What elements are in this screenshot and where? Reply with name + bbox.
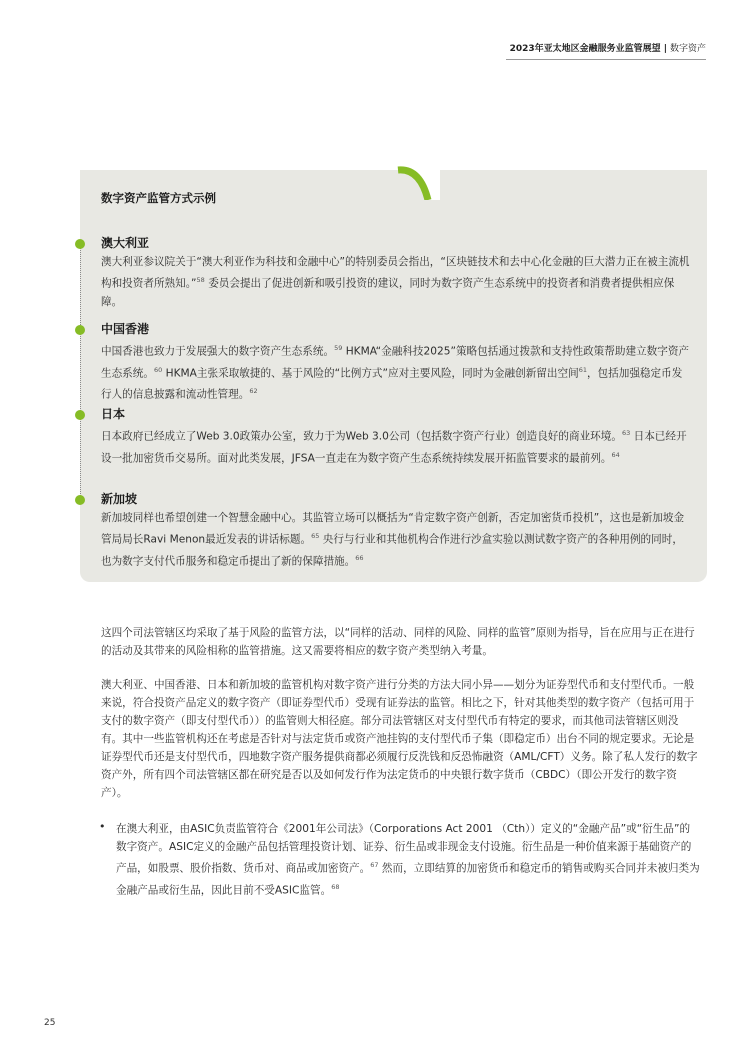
timeline-dotted-line bbox=[80, 415, 84, 500]
timeline-dotted-line bbox=[80, 330, 84, 415]
header-separator: | bbox=[663, 44, 667, 54]
section-heading: 澳大利亚 bbox=[101, 236, 150, 250]
section-hong-kong bbox=[101, 320, 691, 404]
section-marker-dot bbox=[75, 495, 85, 505]
header-title: 2023年亚太地区金融服务业监管展望 bbox=[509, 44, 661, 54]
timeline-dotted-line bbox=[80, 244, 84, 329]
section-marker-dot bbox=[75, 325, 85, 335]
section-heading: 日本 bbox=[101, 407, 126, 421]
body-paragraph: 澳大利亚、中国香港、日本和新加坡的监管机构对数字资产进行分类的方法大同小异——划分为证券型代币和支付型代币。一般来说，符合投资产品定义的数字资产（即证券型代币）受现有证券法的监管。相比之下，针对其他类型的数字资产（包括可用于支付的数字资产（即支付型代币））的监管则大相径庭。部分司法管辖区对支付型代币有特定的要求，而其他司法管辖区则没有。其中一些监管机构还在考虑是否针对与法定货币或资产池挂钩的支付型代币子集（即稳定币）出台不同的规定要求。无论是证券型代币还是支付型代币，四地数字资产服务提供商都必须履行反洗钱和反恐怖融资（AML/CFT）义务。除了私人发行的数字资产外，所有四个司法管辖区都在研究是否以及如何发行作为法定货币的中央银行数字货币（CBDC）（即公开发行的数字资产）。 bbox=[101, 679, 698, 799]
section-japan bbox=[101, 405, 691, 467]
callout-title: 数字资产监管方式示例 bbox=[101, 191, 216, 205]
body-paragraph: 这四个司法管辖区均采取了基于风险的监管方法，以“同样的活动、同样的风险、同样的监管”原则为指导，旨在应用与正在进行的活动及其带来的风险相称的监管措施。这又需要将相应的数字资产类型纳入考量。 bbox=[101, 627, 695, 657]
bullet-text: 在澳大利亚，由ASIC负责监管符合《2001年公司法》（Corporations Act 2001 （Cth））定义的“金融产品”或“衍生品”的数字资产。ASIC定义的金融产品包括管理投资计划、证券、衍生品或非现金支付设施。衍生品是一种价值来源于基础资产的产品，如股票、股价指数、货币对、商品或加密资产。$^{67}$ 然而，立即结算的加密货币和稳定币的销售或购买合同并未被归类为金融产品或衍生品，因此目前不受ASIC监管。$^{68}$ bbox=[116, 823, 700, 897]
header-section: 数字资产 bbox=[669, 44, 706, 54]
section-body: 澳大利亚参议院关于“澳大利亚作为科技和金融中心”的特别委员会指出，“区块链技术和去中心化金融的巨大潜力正在被主流机构和投资者所熟知。”$^{58}$ 委员会提出了促进创新和吸引投资的建议，同时为数字资产生态系统中的投资者和消费者提供相应保障。 bbox=[101, 256, 690, 308]
section-australia bbox=[101, 234, 691, 311]
running-header bbox=[510, 41, 706, 54]
section-body: 日本政府已经成立了Web 3.0政策办公室，致力于为Web 3.0公司（包括数字资产行业）创造良好的商业环境。$^{63}$ 日本已经开设一批加密货币交易所。面对此类发展，JFSA一直走在为数字资产生态系统持续发展开拓监管要求的最前列。$^{64}$ bbox=[101, 429, 687, 465]
section-singapore bbox=[101, 490, 691, 570]
section-heading: 中国香港 bbox=[101, 322, 150, 336]
page-number: 25 bbox=[44, 1018, 56, 1028]
green-curve-decoration bbox=[380, 160, 440, 200]
header-rule bbox=[506, 59, 706, 60]
section-marker-dot bbox=[75, 410, 85, 420]
section-marker-dot bbox=[75, 239, 85, 249]
section-body: 新加坡同样也希望创建一个智慧金融中心。其监管立场可以概括为“肯定数字资产创新，否定加密货币投机”，这也是新加坡金管局局长Ravi Menon最近发表的讲话标题。$^{65}$ 央行与行业和其他机构合作进行沙盒实验以测试数字资产的各种用例的同时，也为数字支付代币服务和稳定币提出了新的保障措施。$^{66}$ bbox=[101, 512, 685, 568]
section-body: 中国香港也致力于发展强大的数字资产生态系统。$^{59}$ HKMA“金融科技2025”策略包括通过拨款和支持性政策帮助建立数字资产生态系统。$^{60}$ HKMA主张采取敏捷的、基于风险的“比例方式”应对主要风险，同时为金融创新留出空间$^{61}$，包括加强稳定币发行人的信息披露和流动性管理。$^{62}$ bbox=[101, 344, 690, 401]
bullet-marker: • bbox=[99, 820, 106, 833]
section-heading: 新加坡 bbox=[101, 492, 138, 506]
